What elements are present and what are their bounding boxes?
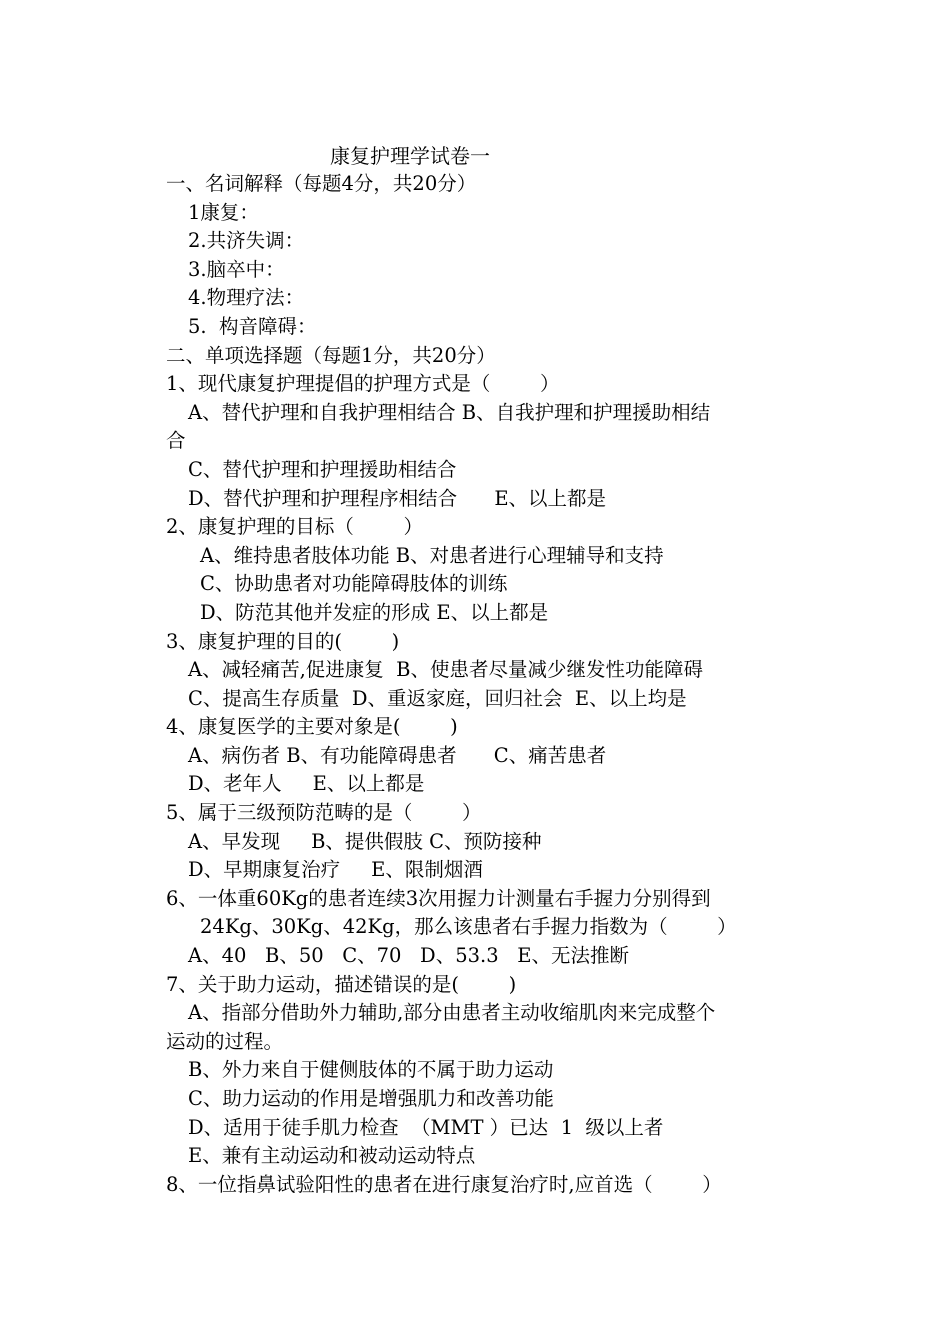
answer-options: A、40 B、50 C、70 D、53.3 E、无法推断 [188,944,629,968]
exam-content [166,170,806,1199]
question-text-continued: 24Kg、30Kg、42Kg，那么该患者右手握力指数为（ ） [200,915,737,939]
question-text: 1、现代康复护理提倡的护理方式是（ ） [166,372,560,396]
answer-options: A、指部分借助外力辅助,部分由患者主动收缩肌肉来完成整个 [188,1001,716,1025]
question-text: 3、康复护理的目的( ) [166,629,400,653]
answer-options-continued: 运动的过程。 [166,1029,284,1053]
answer-options: D、老年人 E、以上都是 [188,772,425,796]
answer-options: D、替代护理和护理程序相结合 E、以上都是 [188,486,607,510]
term-item: 5. 构音障碍： [188,314,317,338]
question-text: 8、一位指鼻试验阳性的患者在进行康复治疗时,应首选（ ） [166,1172,722,1196]
section-heading: 一、名词解释（每题4分，共20分） [166,172,477,195]
answer-options: A、替代护理和自我护理相结合 B、自我护理和护理援助相结 [188,400,711,424]
answer-options: A、病伤者 B、有功能障碍患者 C、痛苦患者 [188,743,607,767]
question-text: 2、康复护理的目标（ ） [166,515,423,539]
answer-options: E、兼有主动运动和被动运动特点 [188,1144,476,1168]
answer-options: A、减轻痛苦,促进康复 B、使患者尽量减少继发性功能障碍 [188,658,704,682]
term-item: 4.物理疗法： [188,286,305,310]
term-item: 3.脑卒中： [188,257,285,281]
answer-options: B、外力来自于健侧肢体的不属于助力运动 [188,1058,554,1082]
answer-options: C、提高生存质量 D、重返家庭，回归社会 E、以上均是 [188,686,687,710]
answer-options: D、适用于徒手肌力检查 （MMT ）已达 1 级以上者 [188,1115,664,1139]
answer-options: A、早发现 B、提供假肢 C、预防接种 [188,829,542,853]
answer-options: D、防范其他并发症的形成 E、以上都是 [200,600,549,624]
page-title: 康复护理学试卷一 [330,144,490,168]
answer-options: A、维持患者肢体功能 B、对患者进行心理辅导和支持 [200,543,664,567]
question-text: 4、康复医学的主要对象是( ) [166,715,458,739]
question-text: 6、一体重60Kg的患者连续3次用握力计测量右手握力分别得到 [166,886,711,910]
term-item: 2.共济失调： [188,229,305,253]
answer-options-continued: 合 [166,429,186,453]
question-text: 7、关于助力运动，描述错误的是( ) [166,972,517,996]
answer-options: C、替代护理和护理援助相结合 [188,457,457,481]
answer-options: C、协助患者对功能障碍肢体的训练 [200,572,508,596]
question-text: 5、属于三级预防范畴的是（ ） [166,801,482,825]
answer-options: C、助力运动的作用是增强肌力和改善功能 [188,1087,554,1110]
section-heading: 二、单项选择题（每题1分，共20分） [166,343,496,367]
answer-options: D、早期康复治疗 E、限制烟酒 [188,858,483,882]
term-item: 1康复： [188,200,259,224]
